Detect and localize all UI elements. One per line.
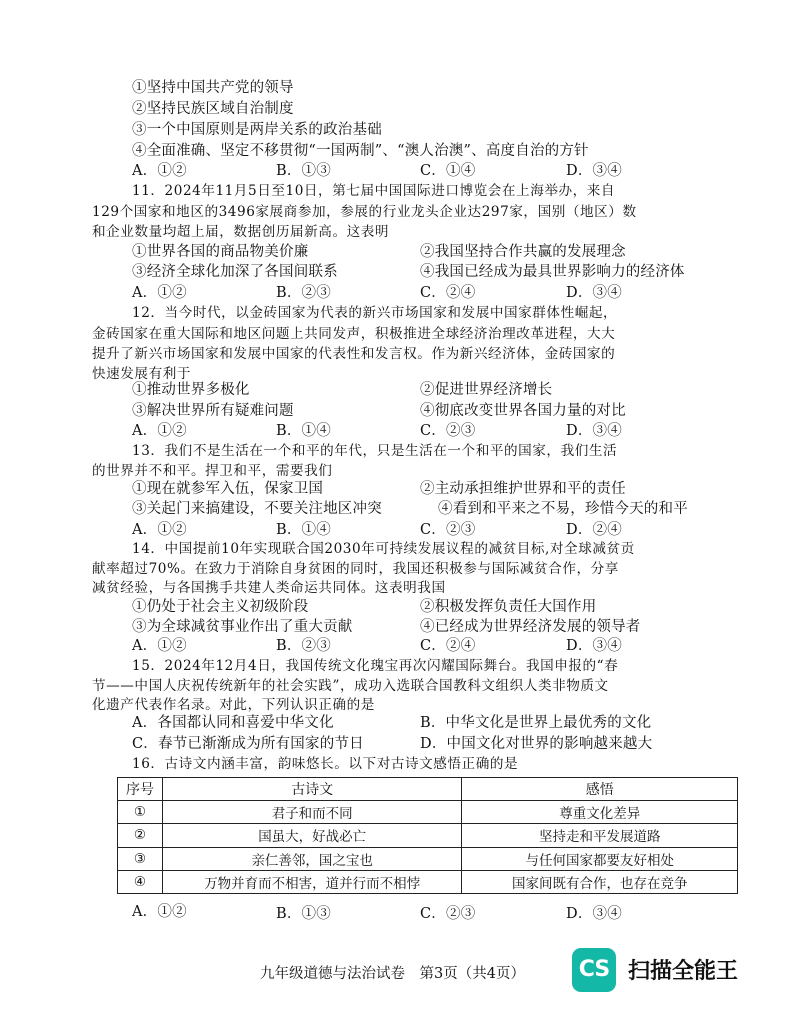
q13-choice-c: C．②③ [420,522,476,538]
q14-choice-c: C．②④ [420,638,476,654]
header-cell-index: 序号 [118,778,163,801]
q15-option-a: A．各国都认同和喜爱中华文化 [132,715,334,731]
q14-option-4: ④已经成为世界经济发展的领导者 [420,619,641,635]
q16-choice-d: D．③④ [566,906,622,922]
q15-option-c: C．春节已渐渐成为所有国家的节日 [132,736,364,752]
q11-choice-b: B．②③ [276,285,331,301]
q12-stem-line-2: 金砖国家在重大国际和地区问题上共同发声，积极推进全球经济治理改革进程，大大 [92,326,616,342]
q15-stem-line-3: 化遗产代表作名录。对此，下列认识正确的是 [92,697,375,713]
cell-index: ③ [118,847,163,870]
q10-choice-a: A．①② [132,163,187,179]
q13-choice-a: A．①② [132,522,187,538]
cell-insight: 国家间既有合作，也存在竞争 [462,870,738,893]
q14-option-2: ②积极发挥负责任大国作用 [420,599,597,615]
q14-stem-line-3: 减贫经验，与各国携手共建人类命运共同体。这表明我国 [92,580,446,596]
q11-option-4: ④我国已经成为最具世界影响力的经济体 [420,264,685,280]
q11-option-3: ③经济全球化加深了各国间联系 [132,264,338,280]
q12-choice-c: C．②③ [420,423,476,439]
table-header-row [118,778,738,801]
q10-choice-c: C．①④ [420,163,476,179]
q10-option-4: ④全面准确、坚定不移贯彻“一国两制”、“澳人治澳”、高度自治的方针 [132,143,589,159]
q13-choice-b: B．①④ [276,522,331,538]
q13-stem-line-1: 13．我们不是生活在一个和平的年代，只是生活在一个和平的国家，我们生活 [132,443,618,459]
header-cell-poem: 古诗文 [162,778,462,801]
cell-poem: 万物并育而不相害，道并行而不相悖 [162,870,462,893]
q16-choice-a: A．①② [132,904,187,920]
q11-stem-line-1: 11．2024年11月5日至10日，第七届中国国际进口博览会在上海举办，来自 [132,183,616,199]
q15-stem-line-1: 15．2024年12月4日，我国传统文化瑰宝再次闪耀国际舞台。我国申报的“春 [132,658,619,674]
table-row [118,847,738,870]
table-row [118,870,738,893]
q12-choice-d: D．③④ [566,423,622,439]
cell-index: ② [118,824,163,847]
q12-option-3: ③解决世界所有疑难问题 [132,403,294,419]
table-row [118,801,738,824]
table-row [118,824,738,847]
q12-choice-a: A．①② [132,423,187,439]
cell-index: ① [118,801,163,824]
q12-stem-line-4: 快速发展有利于 [92,366,192,382]
cell-insight: 坚持走和平发展道路 [462,824,738,847]
q14-choice-b: B．②③ [276,638,331,654]
q13-choice-d: D．②④ [566,522,622,538]
q11-stem-line-2: 129个国家和地区的3496家展商参加，参展的行业龙头企业达297家，国别（地区）数 [92,204,637,220]
cell-insight: 尊重文化差异 [462,801,738,824]
camscanner-watermark-text: 扫描全能王 [628,959,739,984]
q15-option-b: B．中华文化是世界上最优秀的文化 [420,715,652,731]
q12-option-4: ④彻底改变世界各国力量的对比 [420,403,626,419]
q16-choice-c: C．②③ [420,906,476,922]
cell-poem: 国虽大，好战必亡 [162,824,462,847]
q12-stem-line-3: 提升了新兴市场国家和发展中国家的代表性和发言权。作为新兴经济体，金砖国家的 [92,346,616,362]
q15-stem-line-2: 节——中国人庆祝传统新年的社会实践”，成功入选联合国教科文组织人类非物质文 [92,678,609,694]
q13-stem-line-2: 的世界并不和平。捍卫和平，需要我们 [92,463,333,479]
q11-option-2: ②我国坚持合作共赢的发展理念 [420,244,626,260]
page-footer: 九年级道德与法治试卷 第3页（共4页） [260,966,525,982]
cell-poem: 亲仁善邻，国之宝也 [162,847,462,870]
q11-stem-line-3: 和企业数量均超上届，数据创历届新高。这表明 [92,224,390,240]
q13-option-3: ③关起门来搞建设，不要关注地区冲突 [132,501,382,517]
q15-option-d: D．中国文化对世界的影响越来越大 [420,736,653,752]
q14-option-1: ①仍处于社会主义初级阶段 [132,599,309,615]
q14-choice-a: A．①② [132,638,187,654]
q10-choice-d: D．③④ [566,163,622,179]
q12-option-2: ②促进世界经济增长 [420,382,553,398]
q10-option-3: ③一个中国原则是两岸关系的政治基础 [132,122,382,138]
q11-choice-d: D．③④ [566,285,622,301]
camscanner-logo-icon: CS [572,948,616,992]
cell-insight: 与任何国家都要友好相处 [462,847,738,870]
cell-index: ④ [118,870,163,893]
q10-option-1: ①坚持中国共产党的领导 [132,80,294,96]
q12-choice-b: B．①④ [276,423,331,439]
q14-choice-d: D．③④ [566,638,622,654]
cell-poem: 君子和而不同 [162,801,462,824]
q16-stem: 16．古诗文内涵丰富，韵味悠长。以下对古诗文感悟正确的是 [132,756,519,772]
q11-choice-c: C．②④ [420,285,476,301]
header-cell-insight: 感悟 [462,778,738,801]
q13-option-2: ②主动承担维护世界和平的责任 [420,481,626,497]
q16-table [117,777,738,894]
q11-option-1: ①世界各国的商品物美价廉 [132,244,309,260]
q14-option-3: ③为全球减贫事业作出了重大贡献 [132,619,353,635]
q11-choice-a: A．①② [132,285,187,301]
q13-option-4: ④看到和平来之不易，珍惜今天的和平 [438,501,688,517]
q10-choice-b: B．①③ [276,163,331,179]
q12-option-1: ①推动世界多极化 [132,382,250,398]
q14-stem-line-2: 献率超过70%。在致力于消除自身贫困的同时，我国还积极参与国际减贫合作，分享 [92,561,619,577]
q10-option-2: ②坚持民族区域自治制度 [132,101,294,117]
q14-stem-line-1: 14．中国提前10年实现联合国2030年可持续发展议程的减贫目标,对全球减贫贡 [132,541,635,557]
q16-choice-b: B．①③ [276,906,331,922]
q13-option-1: ①现在就参军入伍，保家卫国 [132,481,324,497]
q12-stem-line-1: 12．当今时代，以金砖国家为代表的新兴市场国家和发展中国家群体性崛起， [132,305,618,321]
